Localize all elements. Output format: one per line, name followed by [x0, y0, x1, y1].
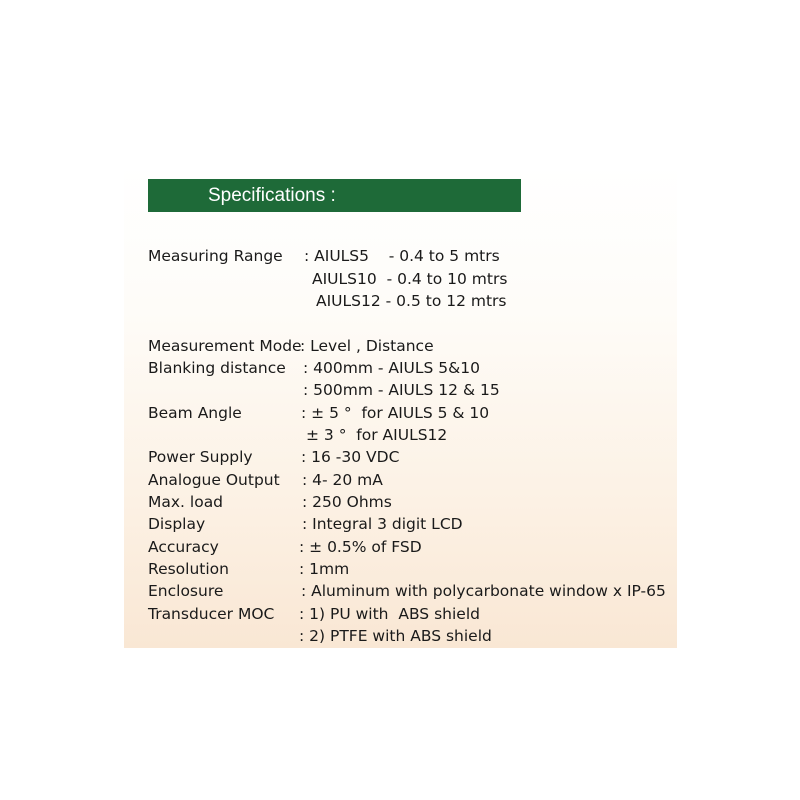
- spec-value-transducer-moc-2: : 2) PTFE with ABS shield: [299, 627, 492, 645]
- spec-value-beam-angle-1: : ± 5 ° for AIULS 5 & 10: [301, 404, 490, 422]
- spec-label-transducer-moc: Transducer MOC: [148, 605, 275, 623]
- spec-label-display: Display: [148, 515, 206, 533]
- spec-value-measuring-range-3: AIULS12 - 0.5 to 12 mtrs: [316, 292, 507, 310]
- spec-value-blanking-distance-2: : 500mm - AIULS 12 & 15: [303, 381, 500, 399]
- spec-label-measurement-mode: Measurement Mode: [148, 337, 302, 355]
- spec-value-measurement-mode: : Level , Distance: [300, 337, 434, 355]
- spec-value-power-supply: : 16 -30 VDC: [301, 448, 400, 466]
- spec-label-measuring-range: Measuring Range: [148, 247, 283, 265]
- spec-label-beam-angle: Beam Angle: [148, 404, 242, 422]
- spec-value-display: : Integral 3 digit LCD: [302, 515, 463, 533]
- spec-label-analogue-output: Analogue Output: [148, 471, 280, 489]
- spec-value-enclosure: : Aluminum with polycarbonate window x IP-65: [301, 582, 666, 600]
- specifications-title: Specifications :: [208, 185, 336, 206]
- spec-value-analogue-output: : 4- 20 mA: [302, 471, 383, 489]
- specifications-header: [148, 179, 521, 212]
- spec-value-blanking-distance-1: : 400mm - AIULS 5&10: [303, 359, 480, 377]
- spec-label-resolution: Resolution: [148, 560, 229, 578]
- spec-value-max-load: : 250 Ohms: [302, 493, 392, 511]
- spec-value-measuring-range-1: : AIULS5 - 0.4 to 5 mtrs: [304, 247, 500, 265]
- spec-label-enclosure: Enclosure: [148, 582, 224, 600]
- spec-value-transducer-moc-1: : 1) PU with ABS shield: [299, 605, 480, 623]
- spec-value-measuring-range-2: AIULS10 - 0.4 to 10 mtrs: [312, 270, 508, 288]
- spec-label-accuracy: Accuracy: [148, 538, 219, 556]
- spec-value-accuracy: : ± 0.5% of FSD: [299, 538, 422, 556]
- spec-label-power-supply: Power Supply: [148, 448, 253, 466]
- spec-value-beam-angle-2: ± 3 ° for AIULS12: [306, 426, 448, 444]
- spec-value-resolution: : 1mm: [299, 560, 350, 578]
- spec-label-max-load: Max. load: [148, 493, 224, 511]
- spec-label-blanking-distance: Blanking distance: [148, 359, 286, 377]
